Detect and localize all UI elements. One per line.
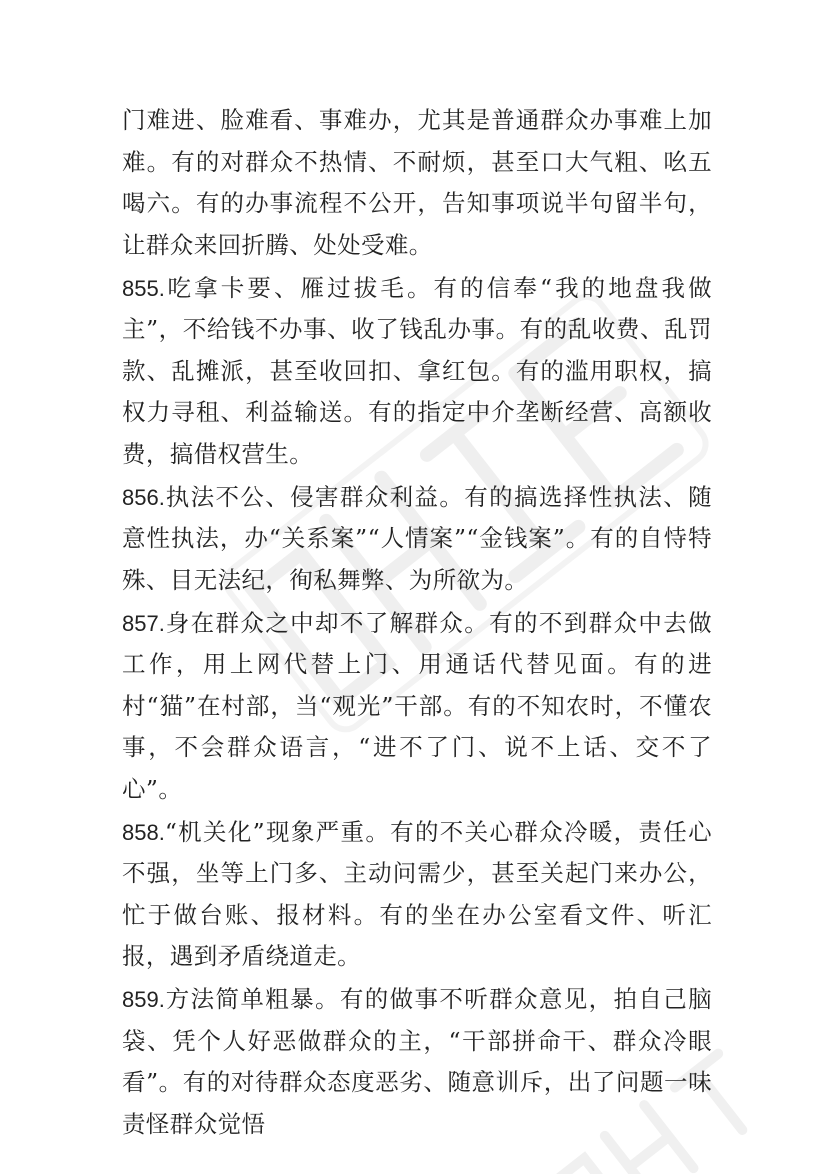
paragraph-859 [122,979,712,1145]
paragraph-number: 857. [122,610,165,636]
paragraph-number: 855. [122,275,165,301]
paragraph-text: 执法不公、侵害群众利益。有的搞选择性执法、随意性执法，办“关系案”“人情案”“金钱案”。有的自恃特殊、目无法纪，徇私舞弊、为所欲为。 [122,482,712,594]
paragraph-text: 吃拿卡要、雁过拔毛。有的信奉“我的地盘我做主”，不给钱不办事、收了钱乱办事。有的乱收费、乱罚款、乱摊派，甚至收回扣、拿红包。有的滥用职权，搞权力寻租、利益输送。有的指定中介垄断经营、高额收费，搞借权营生。 [122,273,712,468]
paragraph-number: 859. [122,987,165,1012]
paragraph-number: 856. [122,484,165,510]
paragraph-856 [122,477,712,602]
paragraph-text: 门难进、脸难看、事难办，尤其是普通群众办事难上加难。有的对群众不热情、不耐烦，甚至口大气粗、吆五喝六。有的办事流程不公开，告知事项说半句留半句，让群众来回折腾、处处受难。 [122,106,712,259]
paragraph-number: 858. [122,819,165,845]
paragraph-text: 身在群众之中却不了解群众。有的不到群众中去做工作，用上网代替上门、用通话代替见面。有的进村“猫”在村部，当“观光”干部。有的不知农时，不懂农事，不会群众语言，“进不了门、说不上话、交不了心”。 [122,608,712,803]
document-body [122,100,712,1147]
paragraph-857 [122,603,712,811]
paragraph-continued [122,100,712,266]
paragraph-text: “机关化”现象严重。有的不关心群众冷暖，责任心不强，坐等上门多、主动问需少，甚至关起门来办公，忙于做台账、报材料。有的坐在办公室看文件、听汇报，遇到矛盾绕道走。 [122,817,712,970]
paragraph-855 [122,268,712,476]
paragraph-text: 方法简单粗暴。有的做事不听群众意见，拍自己脑袋、凭个人好恶做群众的主，“干部拼命干、群众冷眼看”。有的对待群众态度恶劣、随意训斥，出了问题一味责怪群众觉悟 [122,985,712,1138]
paragraph-858 [122,812,712,978]
